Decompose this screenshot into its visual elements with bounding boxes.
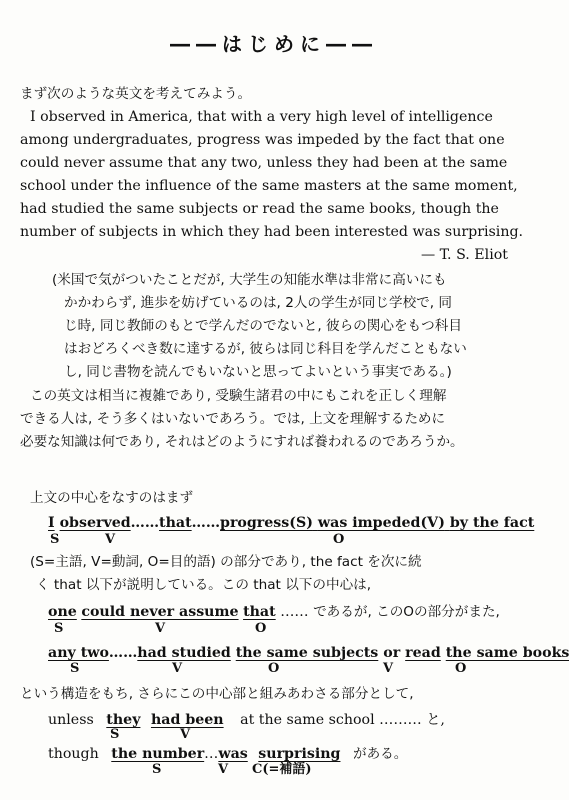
ex5-label-c: C(=補語) — [252, 762, 312, 777]
ex3-object-1: the same subjects — [235, 645, 379, 661]
ex5-subject: the number — [111, 746, 205, 762]
commentary-line-2: できる人は, そう多くはいないであろう。では, 上文を理解するために — [20, 411, 446, 427]
analysis-intro: 上文の中心をなすのはまず — [30, 490, 194, 506]
ex1-label-o: O — [333, 532, 345, 547]
english-line-6: number of subjects in which they had been interested was surprising. — [20, 224, 524, 240]
ex3-label-v1: V — [172, 661, 183, 676]
ex5-tail: がある。 — [352, 746, 408, 762]
analysis-example-4 — [48, 710, 445, 730]
ex2-label-s: S — [54, 621, 64, 636]
ex1-impeded: was impeded(V) — [317, 515, 445, 531]
ex1-object — [220, 515, 534, 531]
ex3-verb-2: read — [405, 645, 441, 661]
translation-line-2: かかわらず, 進歩を妨げているのは, 2人の学生が同じ学校で, 同 — [64, 295, 453, 311]
ex2-subject: one — [48, 604, 77, 620]
translation-line-1: (米国で気がついたことだが, 大学生の知能水準は非常に高いにも — [52, 272, 447, 288]
ex1-ellipsis-2: …… — [191, 515, 221, 531]
analysis-example-5 — [48, 744, 407, 764]
ex5-label-s: S — [152, 762, 162, 777]
ex2-label-o: O — [255, 621, 267, 636]
ex3-label-o1: O — [268, 661, 280, 676]
ex1-subject: I — [48, 515, 55, 531]
page-title: ――はじめに―― — [170, 32, 378, 56]
ex1-ellipsis-1: …… — [130, 515, 160, 531]
ex4-label-v: V — [180, 727, 191, 742]
ex1-that: that — [159, 515, 192, 531]
intro-text: まず次のような英文を考えてみよう。 — [20, 86, 252, 102]
ex1-progress: progress(S) — [220, 515, 313, 531]
ex5-though: though — [48, 746, 99, 762]
english-line-1: I observed in America, that with a very high level of intelligence — [30, 109, 493, 125]
ex1-label-v: V — [105, 532, 116, 547]
translation-line-4: はおどろくべき数に達するが, 彼らは同じ科目を学んだこともない — [64, 341, 467, 357]
english-line-3: could never assume that any two, unless they had been at the same — [20, 155, 508, 171]
ex4-rest: at the same school ……… と, — [240, 712, 445, 728]
ex3-object-2: the same books — [445, 645, 569, 661]
ex4-label-s: S — [110, 727, 120, 742]
ex5-label-v: V — [218, 762, 229, 777]
author-attribution: — T. S. Eliot — [420, 247, 508, 263]
ex2-label-v: V — [155, 621, 166, 636]
ex3-subject: any two — [48, 645, 109, 661]
ex3-label-o2: O — [455, 661, 467, 676]
ex1-byfact: by the fact — [449, 515, 535, 531]
note-line-2: く that 以下が説明している。この that 以下の中心は, — [36, 577, 372, 593]
commentary-line-3: 必要な知識は何であり, それはどのようにすれば養われるのであろうか。 — [20, 434, 464, 450]
ex2-object: that — [243, 604, 276, 620]
ex2-verb: could never assume — [81, 604, 239, 620]
ex3-or: or — [383, 645, 401, 661]
analysis-example-1 — [48, 513, 534, 533]
ex2-tail: であるが, このOの部分がまた, — [313, 604, 500, 620]
ex4-subject: they — [106, 712, 141, 728]
ex3-verb-1: had studied — [137, 645, 231, 661]
ex1-label-s: S — [50, 532, 60, 547]
ex3-ellipsis: …… — [108, 645, 138, 661]
ex3-label-s: S — [70, 661, 80, 676]
ex2-ellipsis: …… — [280, 604, 309, 620]
english-line-4: school under the influence of the same masters at the same moment, — [20, 178, 518, 194]
english-line-5: had studied the same subjects or read the same books, though the — [20, 201, 499, 217]
translation-line-3: じ時, 同じ教師のもとで学んだのでないと, 彼らの関心をもつ科目 — [64, 318, 462, 334]
analysis-example-3 — [48, 643, 569, 663]
ex5-verb: was — [218, 746, 248, 762]
ex4-unless: unless — [48, 712, 94, 728]
note-line-3: という構造をもち, さらにこの中心部と組みあわさる部分として, — [20, 686, 414, 702]
analysis-example-2 — [48, 602, 500, 622]
commentary-line-1: この英文は相当に複雑であり, 受験生諸君の中にもこれを正しく理解 — [30, 388, 447, 404]
ex4-verb: had been — [150, 712, 224, 728]
ex5-complement: surprising — [258, 746, 341, 762]
note-line-1: (S=主語, V=動詞, O=目的語) の部分であり, the fact を次に続 — [30, 554, 422, 570]
ex1-verb: observed — [59, 515, 131, 531]
english-line-2: among undergraduates, progress was impeded by the fact that one — [20, 132, 505, 148]
ex3-label-v2: V — [383, 661, 394, 676]
translation-line-5: し, 同じ書物を読んでもいないと思ってよいという事実である。) — [64, 364, 452, 380]
ex5-ellipsis: … — [204, 746, 219, 762]
